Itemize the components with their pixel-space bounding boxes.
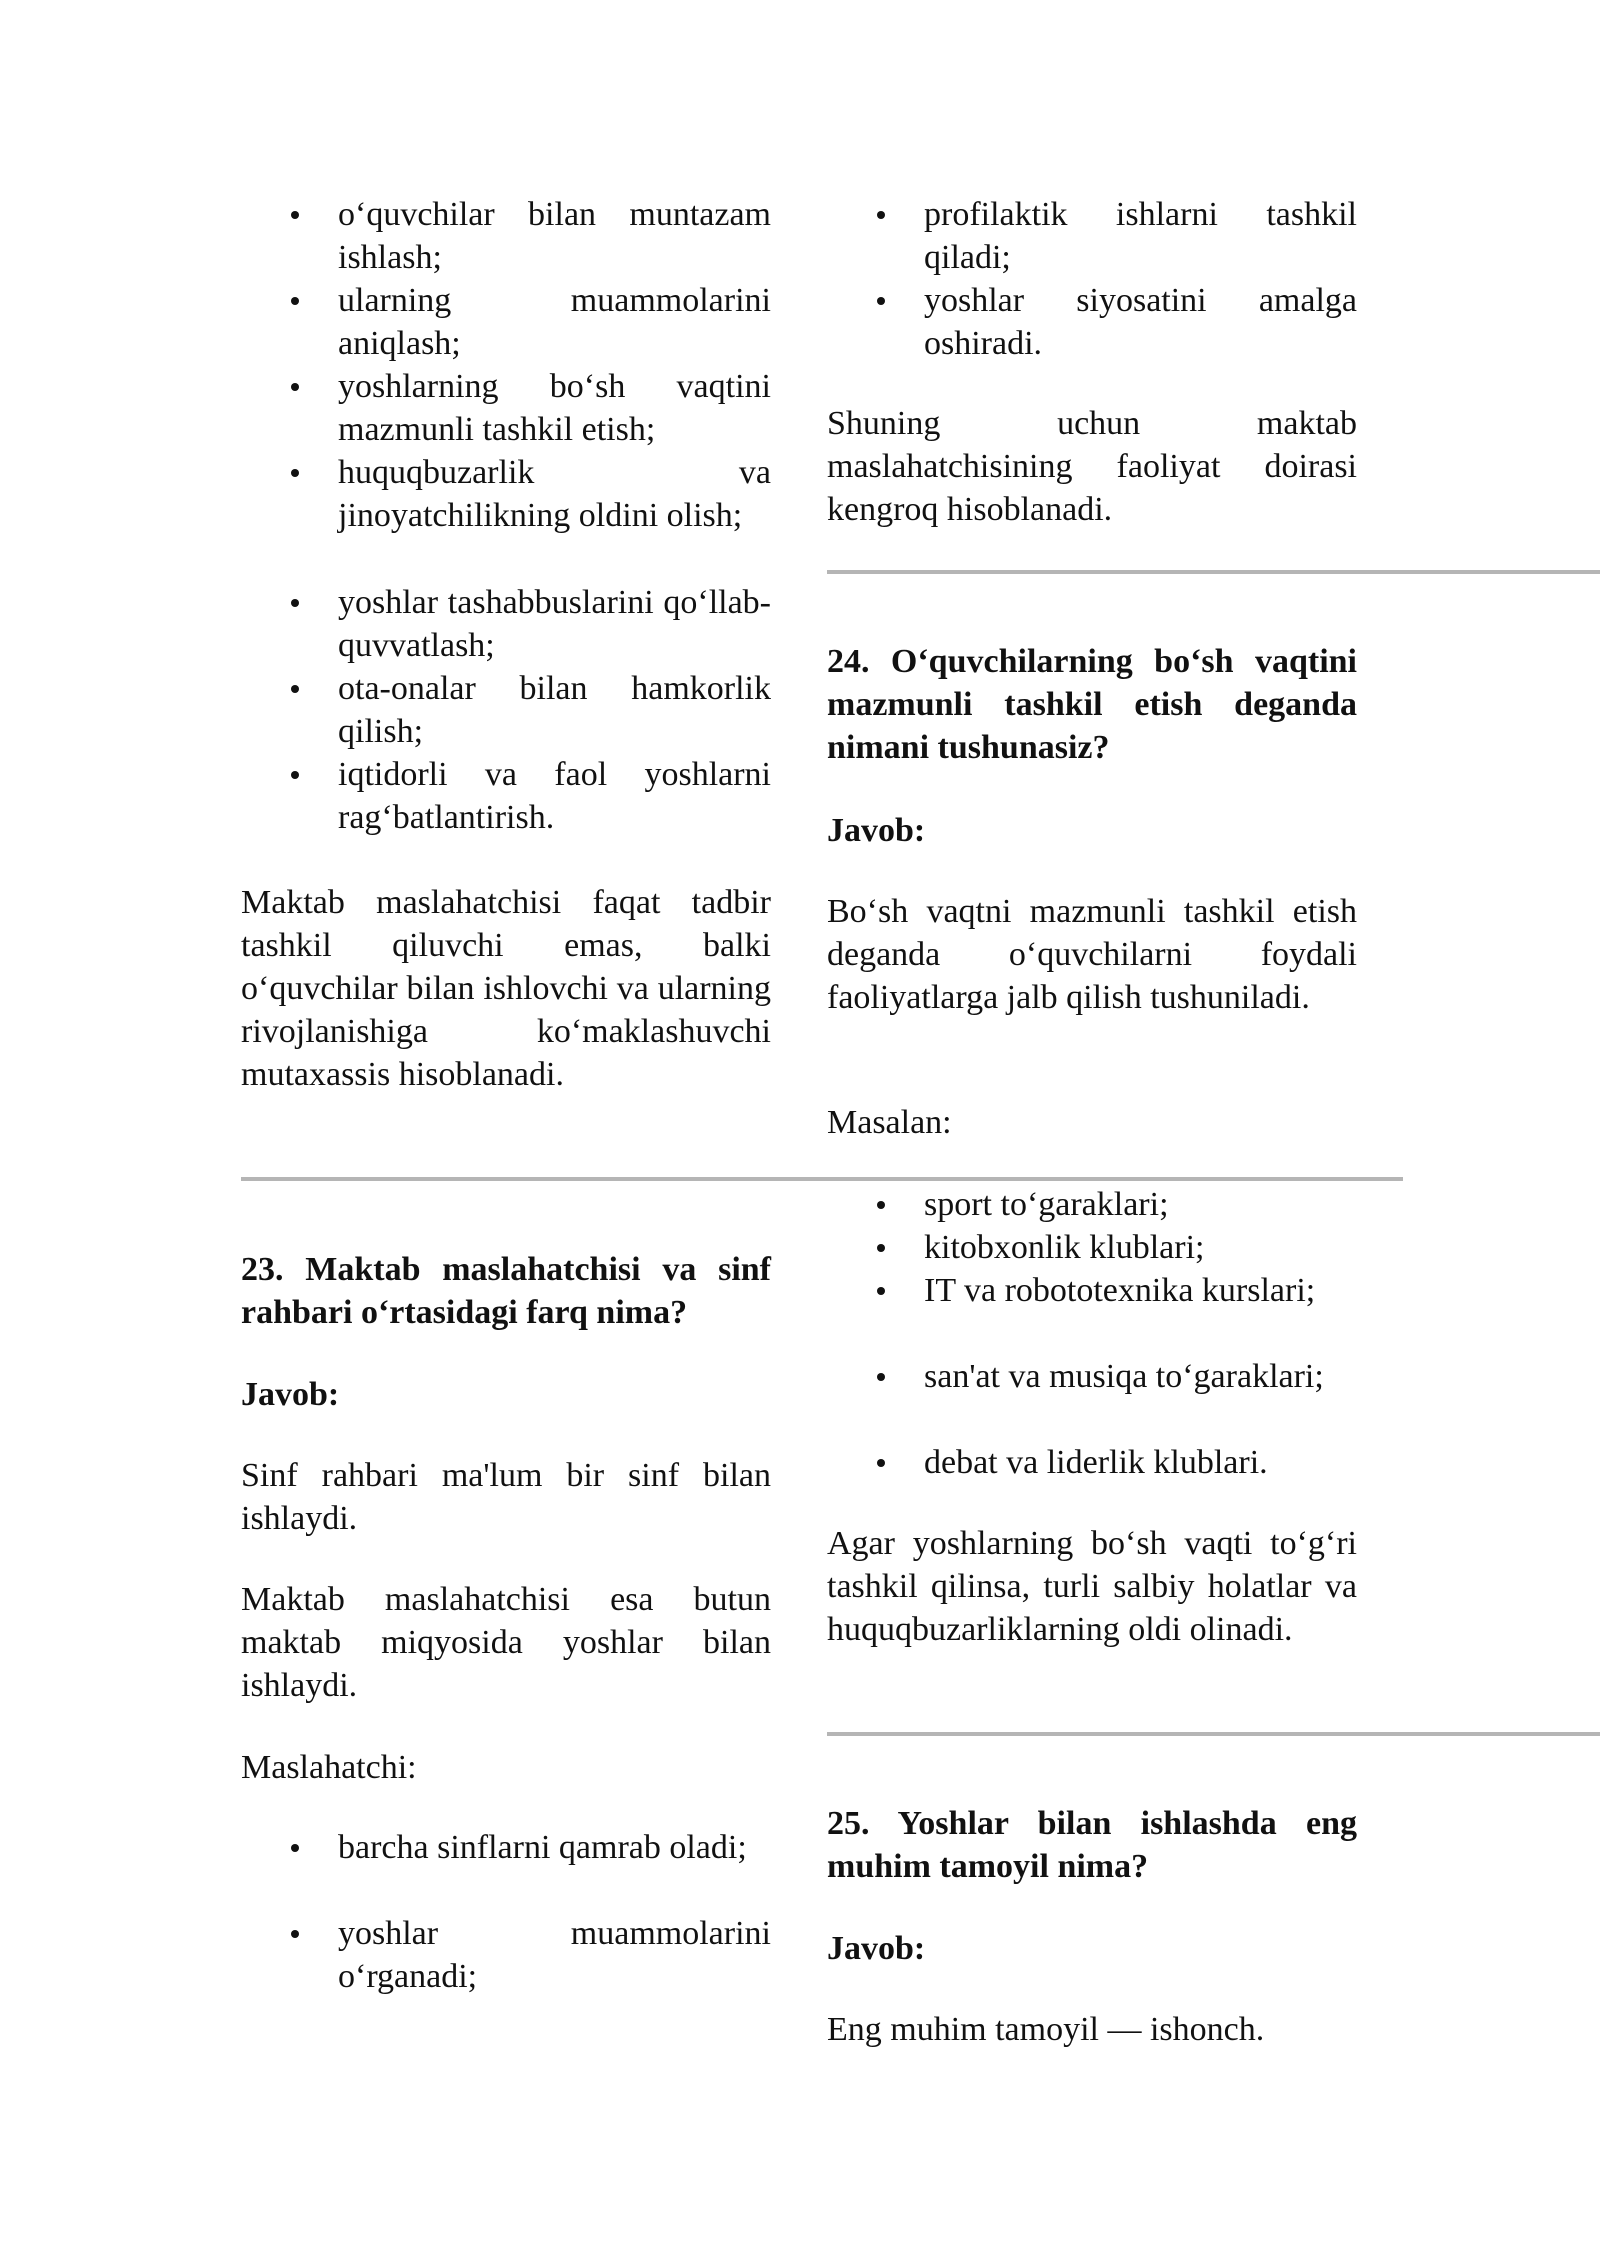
bullet-icon	[291, 1930, 299, 1938]
list-item: ota-onalar bilan hamkorlik qilish;	[241, 667, 771, 753]
bullet-icon	[291, 469, 299, 477]
bullet-icon	[291, 771, 299, 779]
list-item: san'at va musiqa to‘garaklari;	[827, 1355, 1357, 1441]
answer-24-paragraph-3: Agar yoshlarning bo‘sh vaqti to‘g‘ri tashkil qilinsa, turli salbiy holatlar va huquqbuzarliklarning oldi olinadi.	[827, 1525, 1357, 1648]
answer-24-paragraph-2: Masalan:	[827, 1104, 952, 1141]
list-item: kitobxonlik klublari;	[827, 1226, 1357, 1269]
list-item: sport to‘garaklari;	[827, 1183, 1357, 1226]
list-item: profilaktik ishlarni tashkil qiladi;	[827, 193, 1357, 279]
bullet-icon	[877, 1244, 885, 1252]
list-item: IT va robototexnika kurslari;	[827, 1269, 1357, 1355]
bullet-icon	[877, 211, 885, 219]
section-divider	[827, 1732, 1600, 1736]
answer-23-paragraph-3: Maslahatchi:	[241, 1749, 417, 1786]
bullet-icon	[291, 383, 299, 391]
question-25-heading: 25. Yoshlar bilan ishlashda eng muhim tamoyil nima?	[827, 1805, 1357, 1885]
list-item: yoshlar tashabbuslarini qo‘llab-quvvatlash;	[241, 581, 771, 667]
bullet-icon	[291, 685, 299, 693]
bullet-icon	[291, 297, 299, 305]
bullet-icon	[877, 297, 885, 305]
list-item: yoshlarning bo‘sh vaqtini mazmunli tashkil etish;	[241, 365, 771, 451]
right-bullet-list-2	[827, 1183, 1357, 1484]
list-item: o‘quvchilar bilan muntazam ishlash;	[241, 193, 771, 279]
bullet-icon	[291, 211, 299, 219]
bullet-icon	[877, 1373, 885, 1381]
right-paragraph-summary: Shuning uchun maktab maslahatchisining faoliyat doirasi kengroq hisoblanadi.	[827, 405, 1357, 528]
list-item: iqtidorli va faol yoshlarni rag‘batlantirish.	[241, 753, 771, 839]
list-item: ularning muammolarini aniqlash;	[241, 279, 771, 365]
list-item: huquqbuzarlik va jinoyatchilikning oldini olish;	[241, 451, 771, 581]
list-item: yoshlar muammolarini o‘rganadi;	[241, 1912, 771, 1998]
left-bullet-list-1	[241, 193, 771, 839]
bullet-icon	[877, 1459, 885, 1467]
answer-25-paragraph-1: Eng muhim tamoyil — ishonch.	[827, 2011, 1265, 2048]
section-divider	[241, 1177, 1403, 1181]
bullet-icon	[877, 1201, 885, 1209]
javob-label: Javob:	[241, 1376, 340, 1413]
bullet-icon	[291, 1844, 299, 1852]
bullet-icon	[877, 1287, 885, 1295]
bullet-icon	[291, 599, 299, 607]
list-item: yoshlar siyosatini amalga oshiradi.	[827, 279, 1357, 365]
javob-label: Javob:	[827, 812, 926, 849]
section-divider	[827, 570, 1600, 574]
left-bullet-list-2	[241, 1826, 771, 1998]
left-paragraph-summary: Maktab maslahatchisi faqat tadbir tashkil qiluvchi emas, balki o‘quvchilar bilan ishlovchi va ularning rivojlanishiga ko‘maklashuvchi mutaxassis hisoblanadi.	[241, 884, 771, 1093]
question-23-heading: 23. Maktab maslahatchisi va sinf rahbari o‘rtasidagi farq nima?	[241, 1251, 771, 1331]
list-item: barcha sinflarni qamrab oladi;	[241, 1826, 771, 1912]
answer-24-paragraph-1: Bo‘sh vaqtni mazmunli tashkil etish deganda o‘quvchilarni foydali faoliyatlarga jalb qilish tushuniladi.	[827, 893, 1357, 1016]
list-item: debat va liderlik klublari.	[827, 1441, 1357, 1484]
question-24-heading: 24. O‘quvchilarning bo‘sh vaqtini mazmunli tashkil etish deganda nimani tushunasiz?	[827, 643, 1357, 766]
right-bullet-list-1	[827, 193, 1357, 365]
answer-23-paragraph-1: Sinf rahbari ma'lum bir sinf bilan ishlaydi.	[241, 1457, 771, 1537]
javob-label: Javob:	[827, 1930, 926, 1967]
answer-23-paragraph-2: Maktab maslahatchisi esa butun maktab miqyosida yoshlar bilan ishlaydi.	[241, 1581, 771, 1704]
